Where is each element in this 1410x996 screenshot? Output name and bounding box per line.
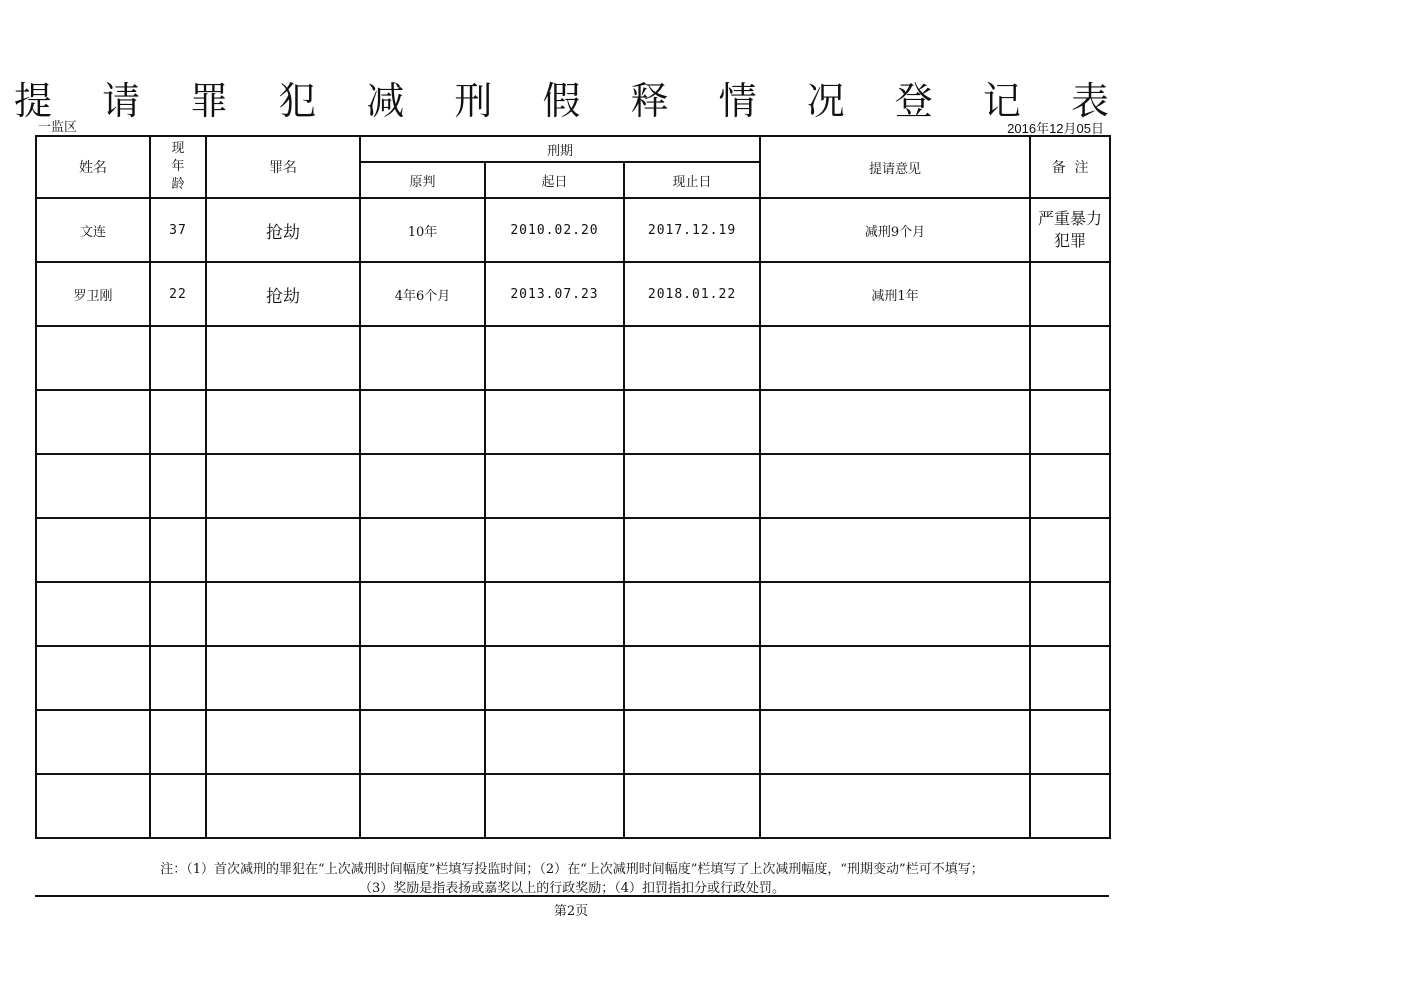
cell-age: 22 [150, 262, 206, 326]
header-name: 姓名 [36, 136, 150, 198]
cell-opinion [760, 582, 1030, 646]
table-row [36, 710, 1110, 774]
cell-end [624, 646, 760, 710]
header-original: 原判 [360, 162, 485, 198]
cell-original [360, 774, 485, 838]
table-row [36, 518, 1110, 582]
cell-original: 4年6个月 [360, 262, 485, 326]
header-opinion: 提请意见 [760, 136, 1030, 198]
cell-crime [206, 646, 360, 710]
cell-opinion [760, 646, 1030, 710]
cell-opinion [760, 390, 1030, 454]
table-row [36, 582, 1110, 646]
cell-end [624, 774, 760, 838]
cell-crime [206, 454, 360, 518]
header-remark-text: 备 注 [1051, 160, 1089, 176]
cell-age [150, 710, 206, 774]
cell-remark [1030, 518, 1110, 582]
cell-original: 10年 [360, 198, 485, 262]
cell-end [624, 390, 760, 454]
cell-name [36, 646, 150, 710]
cell-age: 37 [150, 198, 206, 262]
cell-start [485, 710, 624, 774]
cell-start [485, 646, 624, 710]
cell-start: 2013.07.23 [485, 262, 624, 326]
cell-start: 2010.02.20 [485, 198, 624, 262]
footnote-line-1: 注：（1）首次减刑的罪犯在“上次减刑时间幅度”栏填写投监时间；（2）在“上次减刑时间幅度”栏填写了上次减刑幅度，“刑期变动”栏可不填写； [160, 862, 984, 877]
cell-name [36, 326, 150, 390]
cell-remark [1030, 646, 1110, 710]
footnote [36, 860, 1108, 898]
cell-name [36, 582, 150, 646]
table-row [36, 646, 1110, 710]
cell-remark: 严重暴力 犯罪 [1030, 198, 1110, 262]
cell-remark [1030, 326, 1110, 390]
table-row [36, 262, 1110, 326]
cell-crime: 抢劫 [206, 198, 360, 262]
table-row [36, 454, 1110, 518]
cell-age [150, 454, 206, 518]
header-term: 刑期 [360, 136, 760, 162]
header-start: 起日 [485, 162, 624, 198]
cell-opinion: 减刑1年 [760, 262, 1030, 326]
cell-original [360, 454, 485, 518]
cell-start [485, 518, 624, 582]
cell-original [360, 518, 485, 582]
cell-crime [206, 774, 360, 838]
cell-age [150, 582, 206, 646]
cell-original [360, 326, 485, 390]
cell-remark [1030, 582, 1110, 646]
cell-crime [206, 518, 360, 582]
header-remark [1030, 136, 1110, 198]
cell-remark [1030, 454, 1110, 518]
cell-crime [206, 710, 360, 774]
header-crime: 罪名 [206, 136, 360, 198]
page-number: 第2页 [553, 904, 589, 919]
footnote-line-2: （3）奖励是指表扬或嘉奖以上的行政奖励；（4）扣罚指扣分或行政处罚。 [358, 881, 786, 896]
cell-name [36, 454, 150, 518]
cell-name [36, 710, 150, 774]
cell-name [36, 774, 150, 838]
cell-end [624, 518, 760, 582]
cell-original [360, 646, 485, 710]
cell-name [36, 518, 150, 582]
cell-end [624, 710, 760, 774]
cell-start [485, 582, 624, 646]
table-row [36, 326, 1110, 390]
document-title: 提 请 罪 犯 减 刑 假 释 情 况 登 记 表 [14, 79, 1128, 123]
cell-start [485, 390, 624, 454]
cell-start [485, 454, 624, 518]
table-row [36, 774, 1110, 838]
cell-name [36, 390, 150, 454]
cell-age [150, 326, 206, 390]
cell-original [360, 582, 485, 646]
cell-remark [1030, 774, 1110, 838]
cell-age [150, 390, 206, 454]
cell-age [150, 518, 206, 582]
table-row [36, 390, 1110, 454]
cell-opinion [760, 710, 1030, 774]
cell-age [150, 646, 206, 710]
cell-end [624, 582, 760, 646]
header-end: 现止日 [624, 162, 760, 198]
registration-table [35, 135, 1111, 839]
cell-name: 罗卫刚 [36, 262, 150, 326]
unit-label: 一监区 [38, 120, 78, 135]
date-label: 2016年12月05日 [1007, 121, 1104, 136]
cell-crime [206, 390, 360, 454]
cell-start [485, 774, 624, 838]
cell-original [360, 390, 485, 454]
cell-name: 文连 [36, 198, 150, 262]
cell-end: 2017.12.19 [624, 198, 760, 262]
header-row-1 [36, 136, 1110, 162]
cell-remark [1030, 390, 1110, 454]
cell-remark [1030, 262, 1110, 326]
cell-crime [206, 582, 360, 646]
bottom-rule [35, 895, 1109, 897]
cell-original [360, 710, 485, 774]
header-age [150, 136, 206, 198]
cell-end [624, 326, 760, 390]
cell-crime: 抢劫 [206, 262, 360, 326]
cell-opinion [760, 454, 1030, 518]
cell-opinion [760, 774, 1030, 838]
cell-end: 2018.01.22 [624, 262, 760, 326]
cell-remark [1030, 710, 1110, 774]
table-row [36, 198, 1110, 262]
cell-opinion [760, 518, 1030, 582]
cell-age [150, 774, 206, 838]
header-age-text: 现 年 龄 [171, 141, 185, 192]
cell-start [485, 326, 624, 390]
cell-crime [206, 326, 360, 390]
cell-opinion [760, 326, 1030, 390]
cell-opinion: 减刑9个月 [760, 198, 1030, 262]
cell-end [624, 454, 760, 518]
